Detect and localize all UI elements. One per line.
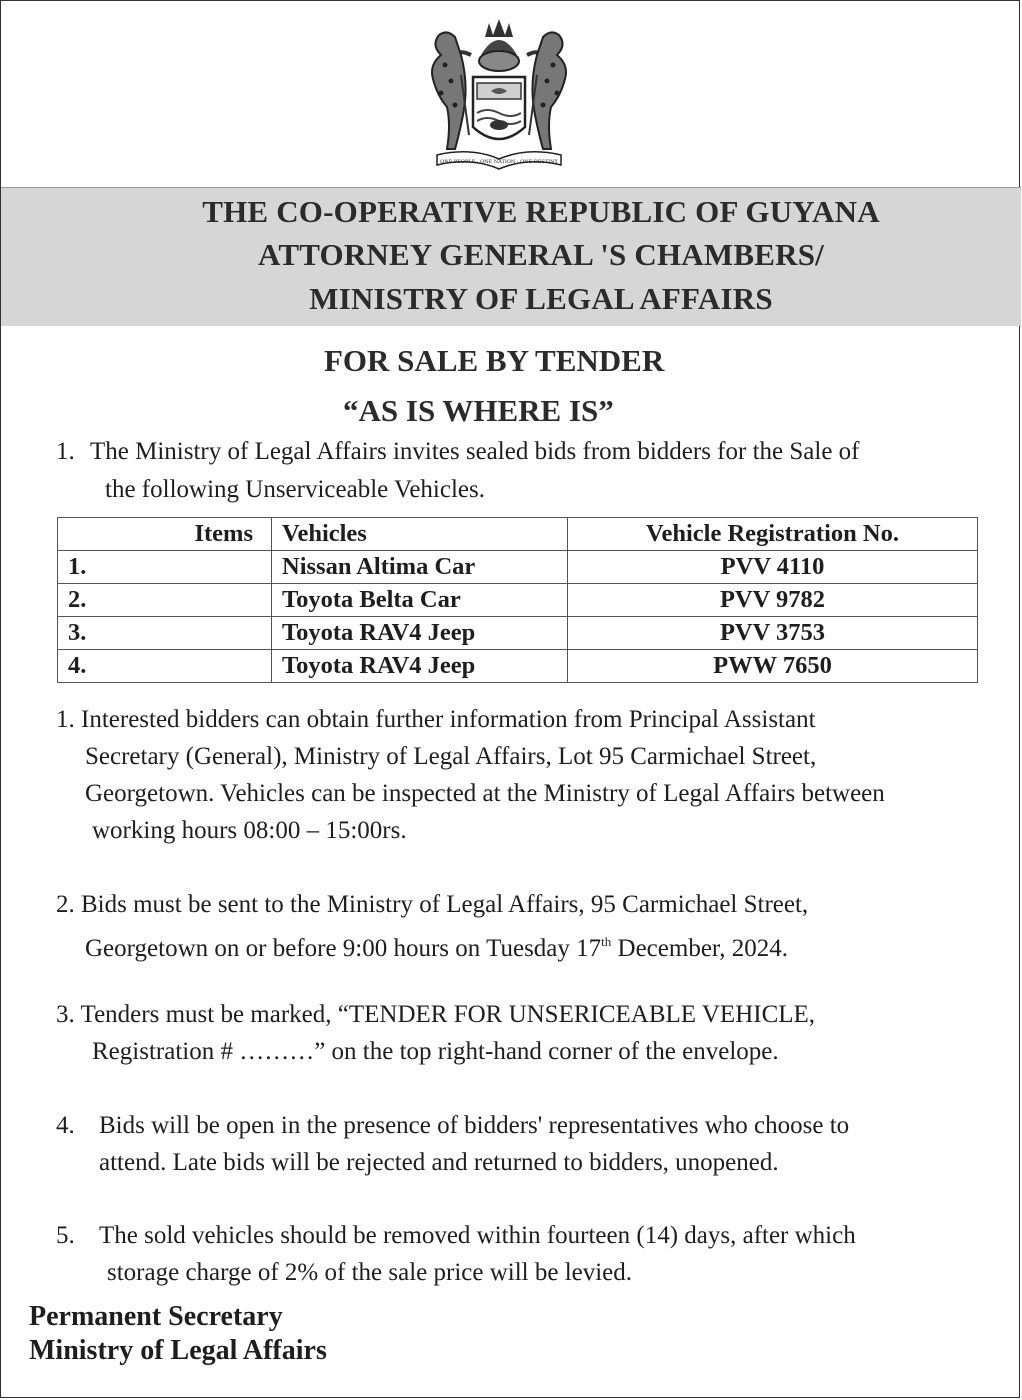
table-row [58, 650, 978, 683]
row-vehicle: Toyota RAV4 Jeep [272, 650, 568, 683]
para-1-line-4: working hours 08:00 – 15:00rs. [92, 817, 407, 844]
header-banner [1, 187, 1021, 326]
header-vehicles: Vehicles [272, 518, 568, 551]
table-row [58, 584, 978, 617]
row-item: 3. [58, 617, 272, 650]
title-line-2: “AS IS WHERE IS” [343, 393, 614, 428]
table-row [58, 617, 978, 650]
row-registration: PVV 3753 [568, 617, 978, 650]
table-header-row [58, 518, 978, 551]
para-5-line-2: storage charge of 2% of the sale price will be levied. [107, 1259, 633, 1286]
intro-line-2: the following Unserviceable Vehicles. [105, 476, 485, 503]
vehicles-table [57, 517, 978, 683]
header-registration: Vehicle Registration No. [568, 518, 978, 551]
para-2-line-2: Georgetown on or before 9:00 hours on Tuesday 17th December, 2024. [85, 934, 788, 962]
coat-of-arms-icon [411, 15, 587, 175]
row-vehicle: Nissan Altima Car [272, 551, 568, 584]
para-1-line-3: Georgetown. Vehicles can be inspected at the Ministry of Legal Affairs between [85, 780, 885, 807]
row-registration: PVV 9782 [568, 584, 978, 617]
para-5-line-1: The sold vehicles should be removed within fourteen (14) days, after which [99, 1222, 856, 1249]
row-vehicle: Toyota RAV4 Jeep [272, 617, 568, 650]
row-item: 2. [58, 584, 272, 617]
header-items: Items [58, 518, 272, 551]
header-line-3: MINISTRY OF LEGAL AFFAIRS [309, 281, 773, 316]
para-1-line-1: 1. Interested bidders can obtain further information from Principal Assistant [56, 706, 816, 733]
para-4-line-1: Bids will be open in the presence of bidders' representatives who choose to [99, 1112, 850, 1139]
row-vehicle: Toyota Belta Car [272, 584, 568, 617]
para-3-line-2: Registration # ………” on the top right-hand corner of the envelope. [92, 1038, 779, 1065]
row-registration: PVV 4110 [568, 551, 978, 584]
header-line-2: ATTORNEY GENERAL 'S CHAMBERS/ [258, 237, 824, 272]
intro-number: 1. [56, 438, 75, 465]
para-5-number: 5. [56, 1222, 75, 1249]
signature-ministry: Ministry of Legal Affairs [29, 1335, 327, 1366]
row-item: 4. [58, 650, 272, 683]
row-item: 1. [58, 551, 272, 584]
header-line-1: THE CO-OPERATIVE REPUBLIC OF GUYANA [202, 194, 880, 229]
title-line-1: FOR SALE BY TENDER [324, 343, 665, 378]
intro-line-1: The Ministry of Legal Affairs invites sealed bids from bidders for the Sale of [90, 438, 860, 465]
table-row [58, 551, 978, 584]
para-4-number: 4. [56, 1112, 75, 1139]
para-3-line-1: 3. Tenders must be marked, “TENDER FOR UNSERICEABLE VEHICLE, [56, 1001, 816, 1028]
signature-title: Permanent Secretary [29, 1301, 283, 1332]
para-2-line-1: 2. Bids must be sent to the Ministry of Legal Affairs, 95 Carmichael Street, [56, 891, 809, 918]
row-registration: PWW 7650 [568, 650, 978, 683]
svg-text:ONE PEOPLE · ONE NATION · ONE: ONE PEOPLE · ONE NATION · ONE DESTINY [440, 159, 558, 165]
para-4-line-2: attend. Late bids will be rejected and returned to bidders, unopened. [99, 1149, 779, 1176]
para-1-line-2: Secretary (General), Ministry of Legal Affairs, Lot 95 Carmichael Street, [85, 743, 817, 770]
